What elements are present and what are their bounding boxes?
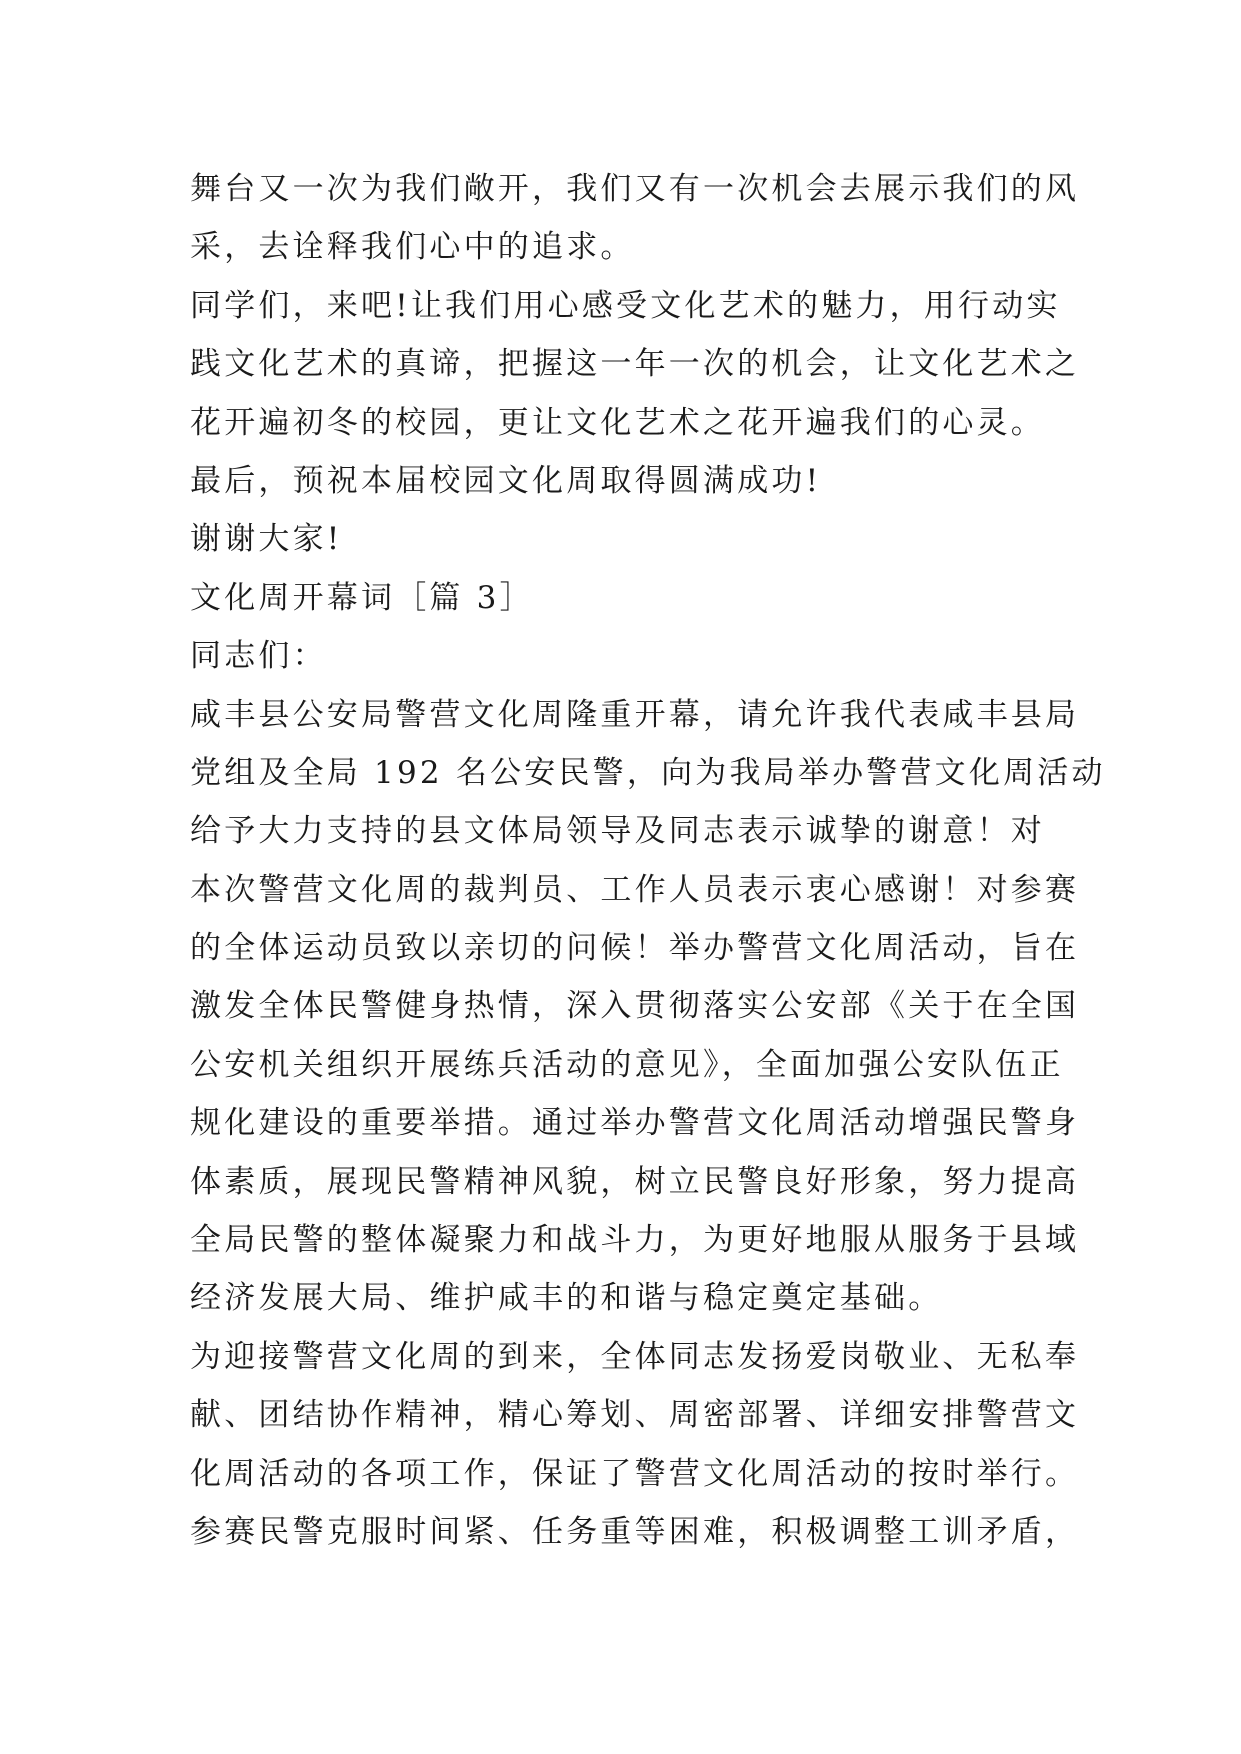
text-line: 体素质，展现民警精神风貌，树立民警良好形象，努力提高 [190, 1163, 1080, 1200]
text-line: 咸丰县公安局警营文化周隆重开幕，请允许我代表咸丰县局 [190, 696, 1080, 733]
section-heading: 文化周开幕词［篇 3］ [190, 579, 534, 616]
text-line: 为迎接警营文化周的到来，全体同志发扬爱岗敬业、无私奉 [190, 1338, 1080, 1375]
text-line: 本次警营文化周的裁判员、工作人员表示衷心感谢！对参赛 [190, 871, 1080, 908]
text-line: 经济发展大局、维护咸丰的和谐与稳定奠定基础。 [190, 1280, 943, 1317]
text-line: 献、团结协作精神，精心筹划、周密部署、详细安排警营文 [190, 1397, 1080, 1434]
text-line: 规化建设的重要举措。通过举办警营文化周活动增强民警身 [190, 1105, 1080, 1142]
text-line: 最后，预祝本届校园文化周取得圆满成功! [190, 462, 822, 499]
text-line: 全局民警的整体凝聚力和战斗力，为更好地服从服务于县域 [190, 1222, 1080, 1259]
text-line: 舞台又一次为我们敞开，我们又有一次机会去展示我们的风 [190, 171, 1080, 207]
text-line: 党组及全局 192 名公安民警，向为我局举办警营文化周活动 [190, 754, 1106, 791]
text-line: 化周活动的各项工作，保证了警营文化周活动的按时举行。 [190, 1455, 1080, 1492]
text-line: 谢谢大家! [190, 521, 343, 558]
text-line: 花开遍初冬的校园，更让文化艺术之花开遍我们的心灵。 [190, 404, 1045, 441]
document-body [190, 160, 1106, 1561]
text-line: 参赛民警克服时间紧、任务重等困难，积极调整工训矛盾， [190, 1513, 1080, 1550]
text-line: 践文化艺术的真谛，把握这一年一次的机会，让文化艺术之 [190, 346, 1080, 383]
text-line: 给予大力支持的县文体局领导及同志表示诚挚的谢意！对 [190, 813, 1045, 850]
text-line: 公安机关组织开展练兵活动的意见》，全面加强公安队伍正 [190, 1046, 1064, 1083]
salutation: 同志们： [190, 638, 327, 675]
text-line: 的全体运动员致以亲切的问候！举办警营文化周活动，旨在 [190, 930, 1080, 967]
text-line: 采，去诠释我们心中的追求。 [190, 229, 635, 266]
text-line: 同学们，来吧!让我们用心感受文化艺术的魅力，用行动实 [190, 287, 1061, 324]
text-line: 激发全体民警健身热情，深入贯彻落实公安部《关于在全国 [190, 988, 1080, 1025]
